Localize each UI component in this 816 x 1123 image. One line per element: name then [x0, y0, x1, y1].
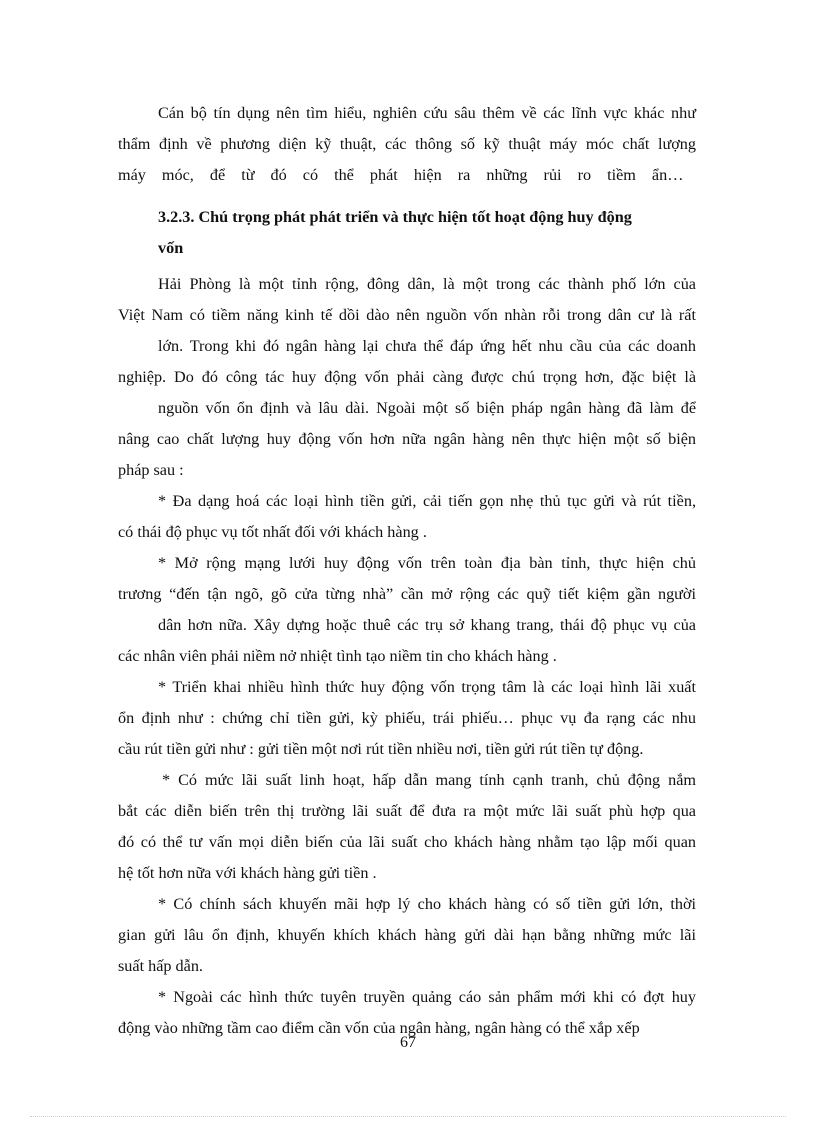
text-line: bắt các diễn biến trên thị trường lãi suất để đưa ra một mức lãi suất phù hợp qua — [118, 802, 696, 820]
bullet-promotions — [118, 889, 696, 982]
bullet-interest-rates — [118, 765, 696, 889]
text-line: * Có mức lãi suất linh hoạt, hấp dẫn mang tính cạnh tranh, chủ động nắm — [162, 771, 696, 789]
text-line: đó có thể tư vấn mọi diễn biến của lãi suất cho khách hàng nhằm tạo lập mối quan — [118, 833, 696, 851]
text-line: máy móc, để từ đó có thể phát hiện ra những rủi ro tiềm ẩn… — [118, 166, 684, 184]
text-line: pháp sau : — [118, 461, 184, 479]
text-line: Hải Phòng là một tỉnh rộng, đông dân, là một trong các thành phố lớn của — [158, 275, 696, 293]
bullet-expand-network — [118, 548, 696, 672]
text-line: * Triển khai nhiều hình thức huy động vốn trọng tâm là các loại hình lãi xuất — [158, 678, 696, 696]
text-line: hệ tốt hơn nữa với khách hàng gửi tiền . — [118, 864, 377, 882]
section-heading-line: vốn — [158, 239, 184, 257]
paragraph-hai-phong — [118, 269, 696, 486]
bullet-mobilization-forms — [118, 672, 696, 765]
text-line: ổn định như : chứng chỉ tiền gửi, kỳ phiếu, trái phiếu… phục vụ đa rạng các nhu — [118, 709, 696, 727]
text-line: các nhân viên phải niềm nở nhiệt tình tạo niềm tin cho khách hàng . — [118, 647, 557, 665]
text-line: động vào những tầm cao điểm cần vốn của ngân hàng, ngân hàng có thể xắp xếp — [118, 1019, 640, 1037]
text-line: dân hơn nữa. Xây dựng hoặc thuê các trụ sở khang trang, thái độ phục vụ của — [158, 616, 696, 634]
bullet-diversify-deposits — [118, 486, 696, 548]
text-line: Cán bộ tín dụng nên tìm hiểu, nghiên cứu sâu thêm về các lĩnh vực khác như — [158, 104, 696, 122]
text-line: lớn. Trong khi đó ngân hàng lại chưa thể đáp ứng hết nhu cầu của các doanh — [158, 337, 696, 355]
section-heading — [118, 202, 696, 264]
text-line: nghiệp. Do đó công tác huy động vốn phải càng được chú trọng hơn, đặc biệt là — [118, 368, 696, 386]
text-line: thẩm định về phương diện kỹ thuật, các thông số kỹ thuật máy móc chất lượng — [118, 135, 696, 153]
text-line: * Ngoài các hình thức tuyên truyền quảng cáo sản phẩm mới khi có đợt huy — [158, 988, 696, 1006]
text-line: trương “đến tận ngõ, gõ cửa từng nhà” cần mở rộng các quỹ tiết kiệm gần người — [118, 585, 696, 603]
text-line: Việt Nam có tiềm năng kinh tế dồi dào nên nguồn vốn nhàn rỗi trong dân cư là rất — [118, 306, 696, 324]
paragraph-credit-officers — [118, 98, 696, 191]
page-number: 67 — [400, 1034, 416, 1051]
text-line: gian gửi lâu ổn định, khuyến khích khách hàng gửi dài hạn bằng những mức lãi — [118, 926, 696, 944]
document-page — [118, 98, 696, 1044]
text-line: nâng cao chất lượng huy động vốn hơn nữa ngân hàng nên thực hiện một số biện — [118, 430, 696, 448]
text-line: cầu rút tiền gửi như : gửi tiền một nơi rút tiền nhiều nơi, tiền gửi rút tiền tự động. — [118, 740, 644, 758]
section-heading-line: 3.2.3. Chú trọng phát phát triển và thực hiện tốt hoạt động huy động — [158, 208, 632, 226]
text-line: * Đa dạng hoá các loại hình tiền gửi, cải tiến gọn nhẹ thủ tục gửi và rút tiền, — [158, 492, 696, 510]
text-line: suất hấp dẫn. — [118, 957, 203, 975]
text-line: * Mở rộng mạng lưới huy động vốn trên toàn địa bàn tỉnh, thực hiện chủ — [158, 554, 696, 572]
text-line: * Có chính sách khuyến mãi hợp lý cho khách hàng có số tiền gửi lớn, thời — [158, 895, 696, 913]
text-line: có thái độ phục vụ tốt nhất đối với khách hàng . — [118, 523, 427, 541]
page-bottom-divider — [30, 1116, 786, 1117]
text-line: nguồn vốn ổn định và lâu dài. Ngoài một số biện pháp ngân hàng đã làm để — [158, 399, 696, 417]
